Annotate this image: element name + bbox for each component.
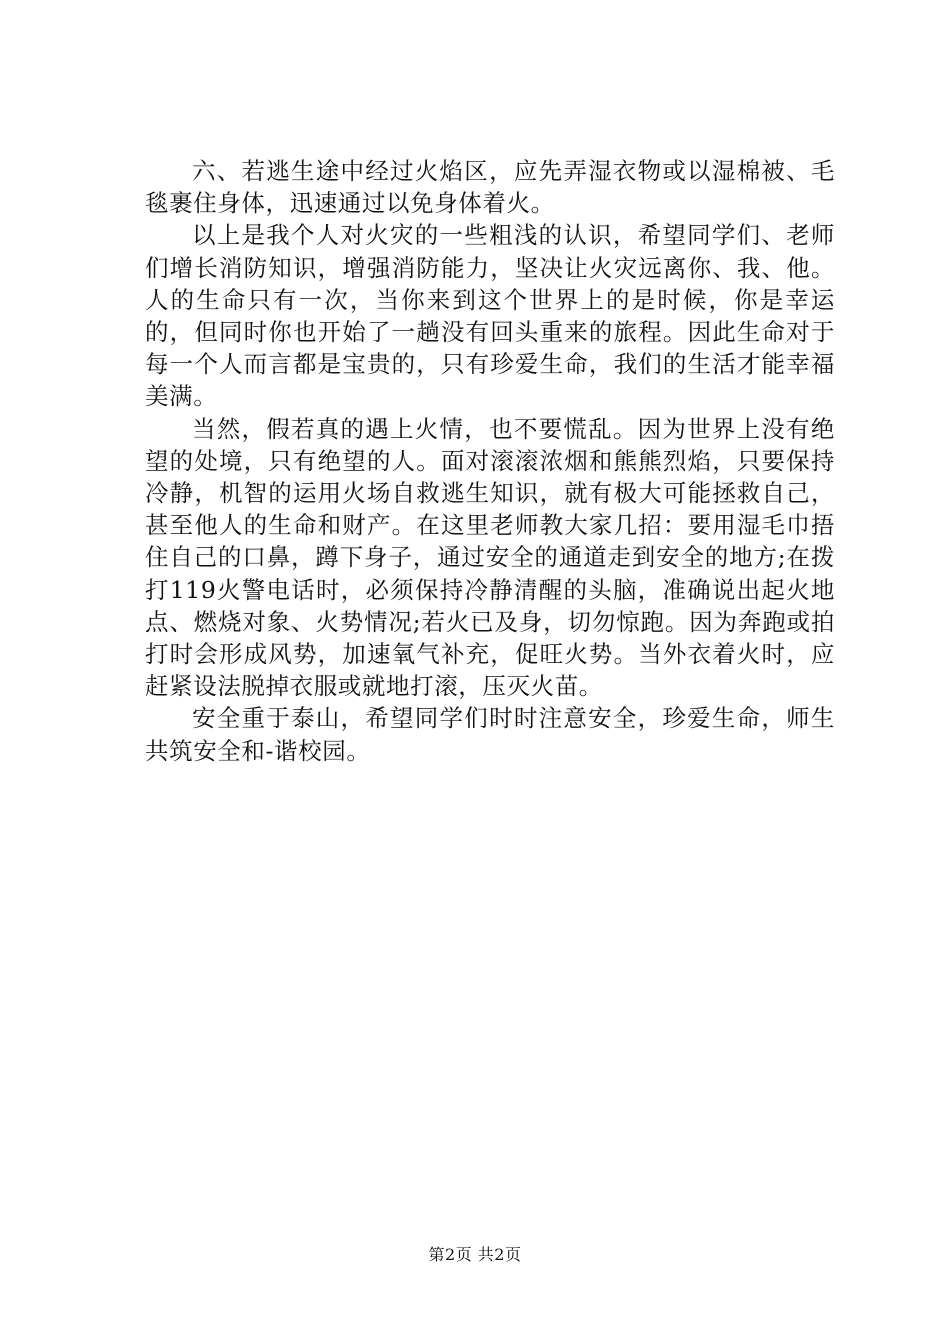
page-number-footer: 第2页 共2页: [428, 1245, 522, 1264]
paragraph-self-rescue-tips: 当然，假若真的遇上火情，也不要慌乱。因为世界上没有绝望的处境，只有绝望的人。面对滚滚浓烟和熊熊烈焰，只要保持冷静，机智的运用火场自救逃生知识，就有极大可能拯救自己，甚至他人的生命和财产。在这里老师教大家几招：要用湿毛巾捂住自己的口鼻，蹲下身子，通过安全的通道走到安全的地方;在拨打119火警电话时，必须保持冷静清醒的头脑，准确说出起火地点、燃烧对象、火势情况;若火已及身，切勿惊跑。因为奔跑或拍打时会形成风势，加速氧气补充，促旺火势。当外衣着火时，应赶紧设法脱掉衣服或就地打滚，压灭火苗。: [145, 414, 835, 701]
paragraph-fire-awareness: 以上是我个人对火灾的一些粗浅的认识，希望同学们、老师们增长消防知识，增强消防能力，坚决让火灾远离你、我、他。人的生命只有一次，当你来到这个世界上的是时候，你是幸运的，但同时你也开始了一趟没有回头重来的旅程。因此生命对于每一个人而言都是宝贵的，只有珍爱生命，我们的生活才能幸福美满。: [145, 221, 835, 411]
paragraph-escape-through-fire: 六、若逃生途中经过火焰区，应先弄湿衣物或以湿棉被、毛毯裹住身体，迅速通过以免身体着火。: [145, 157, 835, 218]
paragraph-closing: 安全重于泰山，希望同学们时时注意安全，珍爱生命，师生共筑安全和-谐校园。: [145, 704, 835, 765]
document-body: [145, 155, 835, 767]
